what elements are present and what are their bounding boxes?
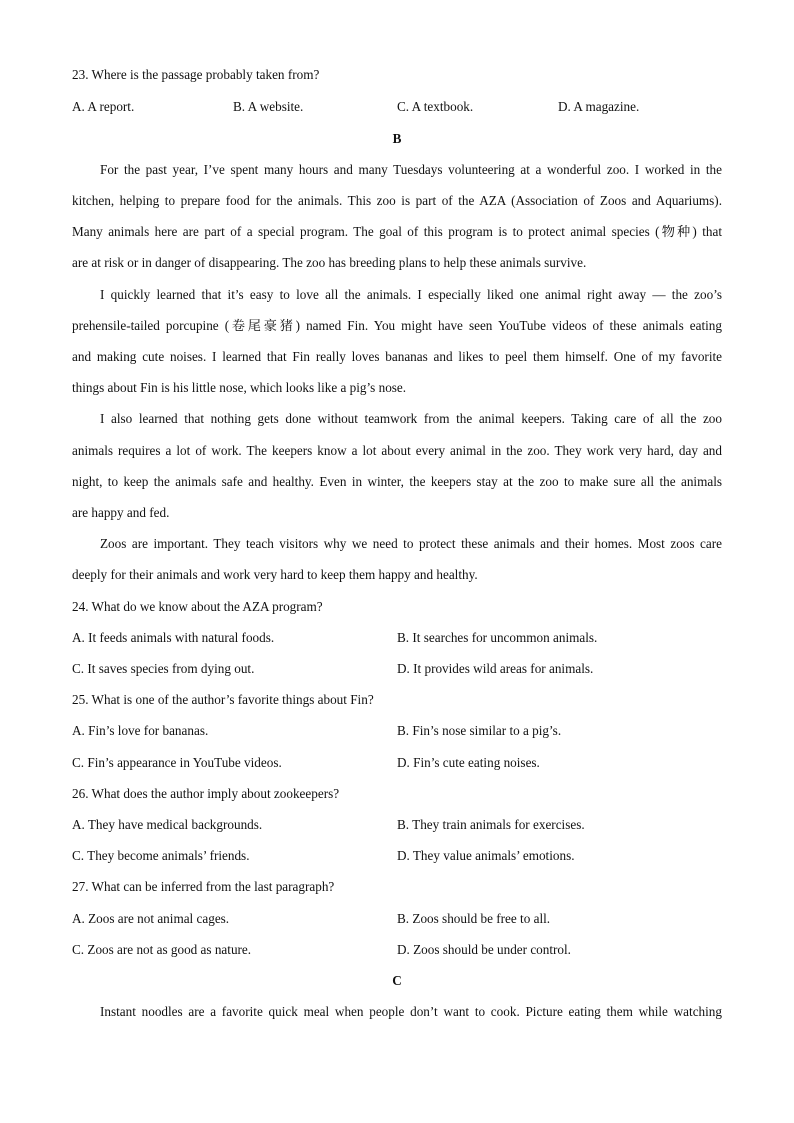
q23-option-b: B. A website. [233,99,304,114]
passage-b-line: kitchen, helping to prepare food for the animals. This zoo is part of the AZA (Association of Zoos and Aquariums). [72,193,722,208]
question-24: 24. What do we know about the AZA program? [72,599,323,614]
section-c-heading: C [392,973,402,988]
q27-option-b: B. Zoos should be free to all. [397,911,551,926]
passage-b-line: I quickly learned that it’s easy to love all the animals. I especially liked one animal right away — the zoo’s [100,287,722,302]
passage-b-line: Zoos are important. They teach visitors why we need to protect these animals and their homes. Most zoos care [100,536,722,551]
passage-b-line: For the past year, I’ve spent many hours and many Tuesdays volunteering at a wonderful zoo. I worked in the [100,162,722,177]
passage-b-line: things about Fin is his little nose, which looks like a pig’s nose. [72,380,407,395]
q23-option-c: C. A textbook. [397,99,474,114]
passage-b-line: animals requires a lot of work. The keepers know a lot about every animal in the zoo. They work very hard, day and [72,443,722,458]
passage-b-line: and making cute noises. I learned that Fin really loves bananas and likes to peel them himself. One of my favorite [72,349,722,364]
passage-b-line: I also learned that nothing gets done without teamwork from the animal keepers. Taking care of all the zoo [100,411,722,426]
passage-b-line: night, to keep the animals safe and healthy. Even in winter, the keepers stay at the zoo to make sure all the animals [72,474,722,489]
passage-b-line: Many animals here are part of a special program. The goal of this program is to protect animal species (物种) that [72,224,722,239]
question-27: 27. What can be inferred from the last paragraph? [72,879,335,894]
question-26: 26. What does the author imply about zookeepers? [72,786,340,801]
q26-option-a: A. They have medical backgrounds. [72,817,263,832]
q24-option-a: A. It feeds animals with natural foods. [72,630,275,645]
q25-option-b: B. Fin’s nose similar to a pig’s. [397,723,562,738]
passage-b-line: are happy and fed. [72,505,170,520]
q23-option-d: D. A magazine. [558,99,640,114]
q25-option-a: A. Fin’s love for bananas. [72,723,209,738]
q24-option-b: B. It searches for uncommon animals. [397,630,598,645]
q26-option-d: D. They value animals’ emotions. [397,848,575,863]
passage-b-line: deeply for their animals and work very hard to keep them happy and healthy. [72,567,478,582]
q26-option-b: B. They train animals for exercises. [397,817,585,832]
passage-c-line: Instant noodles are a favorite quick meal when people don’t want to cook. Picture eating them while watching [100,1004,722,1019]
q25-option-c: C. Fin’s appearance in YouTube videos. [72,755,282,770]
question-25: 25. What is one of the author’s favorite things about Fin? [72,692,374,707]
q24-option-c: C. It saves species from dying out. [72,661,255,676]
q23-option-a: A. A report. [72,99,135,114]
question-23: 23. Where is the passage probably taken from? [72,67,320,82]
section-b-heading: B [392,131,402,146]
q26-option-c: C. They become animals’ friends. [72,848,250,863]
passage-b-line: are at risk or in danger of disappearing. The zoo has breeding plans to help these animals survive. [72,255,587,270]
passage-b-line: prehensile-tailed porcupine (卷尾豪猪) named Fin. You might have seen YouTube videos of these animals eating [72,318,722,333]
q27-option-d: D. Zoos should be under control. [397,942,571,957]
q25-option-d: D. Fin’s cute eating noises. [397,755,540,770]
q24-option-d: D. It provides wild areas for animals. [397,661,594,676]
q27-option-a: A. Zoos are not animal cages. [72,911,230,926]
q27-option-c: C. Zoos are not as good as nature. [72,942,252,957]
